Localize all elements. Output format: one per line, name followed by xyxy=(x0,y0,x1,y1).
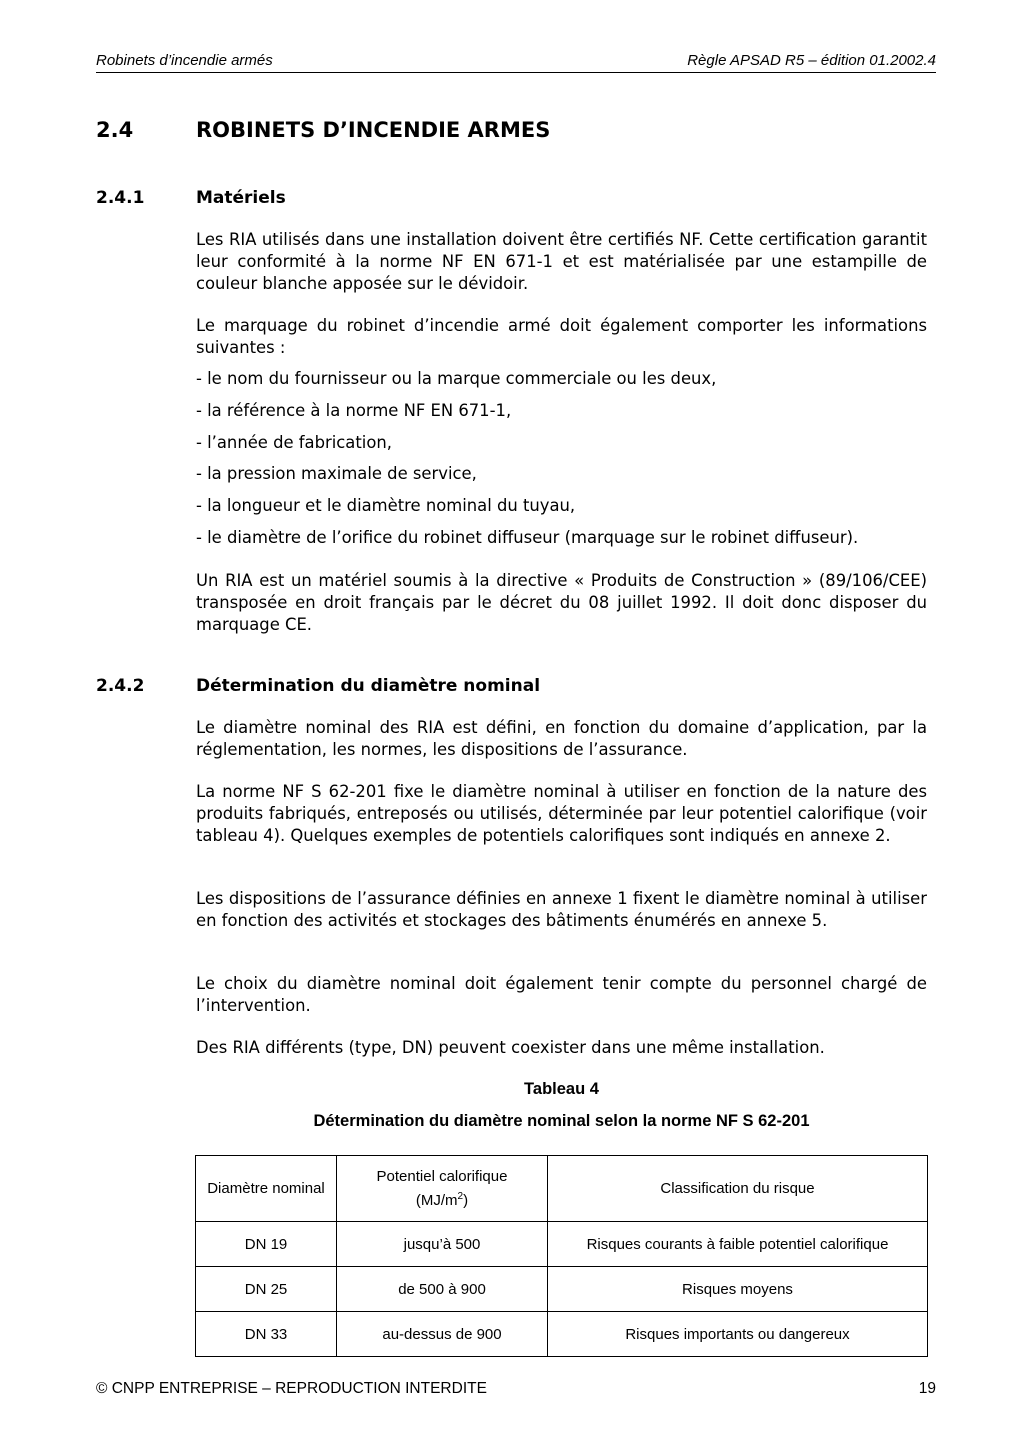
diameter-table xyxy=(195,1155,928,1357)
header-cell xyxy=(337,1156,548,1222)
table-row xyxy=(196,1267,928,1312)
list-item: - la longueur et le diamètre nominal du tuyau, xyxy=(196,496,576,515)
list-item: - la référence à la norme NF EN 671-1, xyxy=(196,401,512,420)
header-line: (MJ/m xyxy=(415,1191,458,1209)
table-cell: DN 19 xyxy=(196,1222,337,1267)
list-item: - le diamètre de l’orifice du robinet diffuseur (marquage sur le robinet diffuseur). xyxy=(196,528,859,547)
section-number: 2.4 xyxy=(96,118,134,142)
paragraph: Les dispositions de l’assurance définies en annexe 1 fixent le diamètre nominal à utiliser en fonction des activités et stockages des bâtiments énumérés en annexe 5. xyxy=(196,889,927,930)
section-title: ROBINETS D’INCENDIE ARMES xyxy=(196,118,551,142)
paragraph: Le diamètre nominal des RIA est défini, en fonction du domaine d’application, par la réglementation, les normes, les dispositions de l’assurance. xyxy=(196,718,927,759)
table-cell: au-dessus de 900 xyxy=(337,1312,548,1357)
table-cell: DN 25 xyxy=(196,1267,337,1312)
table-cell: Risques moyens xyxy=(548,1267,928,1312)
table-cell: Risques courants à faible potentiel calorifique xyxy=(548,1222,928,1267)
header-right: Règle APSAD R5 – édition 01.2002.4 xyxy=(687,52,936,69)
paragraph: Le choix du diamètre nominal doit également tenir compte du personnel chargé de l’intervention. xyxy=(196,974,927,1015)
subsection-number: 2.4.2 xyxy=(96,676,145,696)
paragraph: Les RIA utilisés dans une installation doivent être certifiés NF. Cette certification garantit leur conformité à la norme NF EN 671-1 et est matérialisée par une estampille de couleur blanche apposée sur le dévidoir. xyxy=(196,230,927,293)
table-cell: DN 33 xyxy=(196,1312,337,1357)
subsection-title: Détermination du diamètre nominal xyxy=(196,676,541,696)
list-item: - la pression maximale de service, xyxy=(196,464,477,483)
table-header-row xyxy=(196,1156,928,1222)
table-cell: de 500 à 900 xyxy=(337,1267,548,1312)
table-row xyxy=(196,1222,928,1267)
superscript: 2 xyxy=(457,1190,464,1202)
header-cell: Classification du risque xyxy=(548,1156,928,1222)
subsection-title: Matériels xyxy=(196,188,286,208)
table-caption-number: Tableau 4 xyxy=(524,1080,599,1098)
table-cell: jusqu’à 500 xyxy=(337,1222,548,1267)
paragraph: La norme NF S 62-201 fixe le diamètre nominal à utiliser en fonction de la nature des produits fabriqués, entreposés ou utilisés, déterminée par leur potentiel calorifique (voir tableau 4). Quelques exemples de potentiels calorifiques sont indiqués en annexe 2. xyxy=(196,782,927,845)
paragraph: Un RIA est un matériel soumis à la directive « Produits de Construction » (89/106/CEE) transposée en droit français par le décret du 08 juillet 1992. Il doit donc disposer du marquage CE. xyxy=(196,571,927,634)
table-caption-title: Détermination du diamètre nominal selon la norme NF S 62-201 xyxy=(313,1112,810,1130)
table-row xyxy=(196,1312,928,1357)
page-header xyxy=(96,50,936,73)
footer-copyright: © CNPP ENTREPRISE – REPRODUCTION INTERDITE xyxy=(96,1380,487,1397)
header-left: Robinets d’incendie armés xyxy=(96,52,273,69)
subsection-number: 2.4.1 xyxy=(96,188,145,208)
paragraph: Le marquage du robinet d’incendie armé doit également comporter les informations suivantes : xyxy=(196,316,927,357)
header-line: Potentiel calorifique xyxy=(376,1167,508,1185)
header-cell: Diamètre nominal xyxy=(196,1156,337,1222)
list-item: - l’année de fabrication, xyxy=(196,433,392,452)
list-item: - le nom du fournisseur ou la marque commerciale ou les deux, xyxy=(196,369,717,388)
paragraph: Des RIA différents (type, DN) peuvent coexister dans une même installation. xyxy=(196,1038,825,1057)
page-number: 19 xyxy=(918,1380,936,1397)
header-line: ) xyxy=(463,1191,469,1209)
table-cell: Risques importants ou dangereux xyxy=(548,1312,928,1357)
